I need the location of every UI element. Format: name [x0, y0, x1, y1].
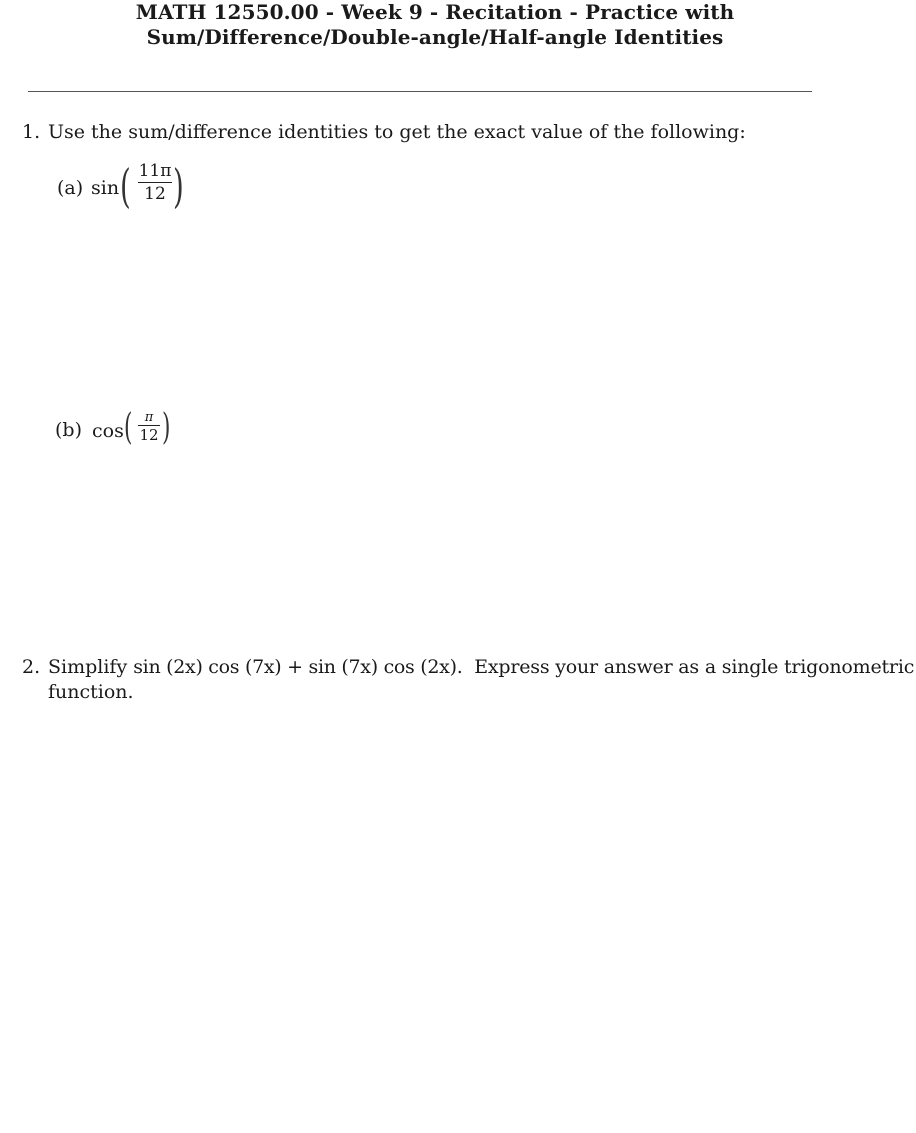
part-b-right-paren: ): [162, 407, 171, 448]
page-subtitle: Sum/Difference/Double-angle/Half-angle Identities: [146, 25, 724, 49]
part-a-fraction: [136, 163, 174, 203]
part-b-function: cos: [92, 420, 124, 442]
part-a-denominator: 12: [144, 184, 166, 204]
part-a-numerator: 11π: [138, 161, 172, 181]
part-a-right-paren: ): [173, 159, 184, 213]
problem-2-number: 2.: [22, 656, 41, 678]
part-b-fraction: [136, 411, 162, 443]
problem-2-expression: sin (2x) cos (7x) + sin (7x) cos (2x): [133, 656, 457, 678]
part-a-left-paren: (: [120, 159, 131, 213]
header-divider: [28, 91, 812, 92]
problem-2-line1: [48, 655, 915, 679]
part-b-left-paren: (: [124, 407, 133, 448]
problem-2-line2: function.: [48, 681, 134, 703]
part-a-label: (a): [57, 177, 84, 199]
part-a-function: sin: [91, 177, 120, 199]
problem-2-prompt-start: Simplify: [48, 656, 134, 678]
problem-2-prompt-end: . Express your answer as a single trigonometric: [456, 656, 915, 678]
problem-1-number: 1.: [22, 121, 41, 143]
part-b-label: (b): [55, 419, 82, 441]
problem-1-prompt: Use the sum/difference identities to get the exact value of the following:: [48, 121, 746, 143]
fraction-bar: [138, 182, 172, 183]
part-b-numerator: π: [144, 410, 154, 425]
part-b-denominator: 12: [139, 426, 159, 444]
page-title: MATH 12550.00 - Week 9 - Recitation - Practice with: [135, 0, 735, 24]
